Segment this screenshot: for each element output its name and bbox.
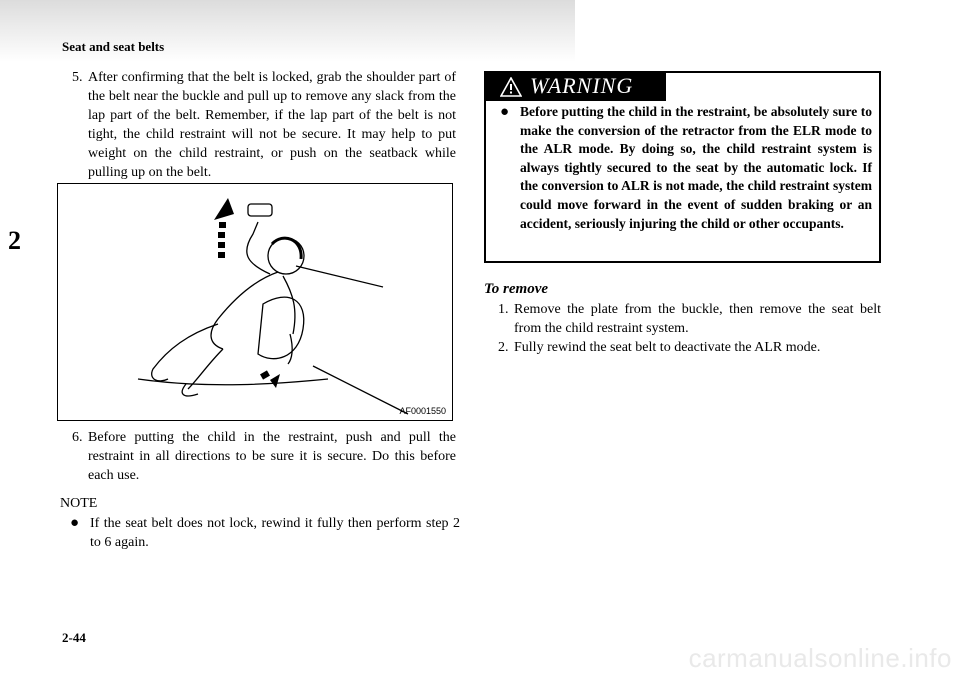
watermark: carmanualsonline.info	[688, 643, 952, 673]
step-5	[72, 68, 456, 182]
step-6-text: Before putting the child in the restraint, push and pull the restraint in all directions to be sure it is secure. Do this before each use.	[88, 430, 456, 483]
remove-step-2	[498, 338, 881, 357]
warning-item	[500, 103, 872, 233]
seat-belt-illustration	[57, 183, 453, 421]
step-6	[72, 428, 456, 485]
warning-text: Before putting the child in the restraint, be absolutely sure to make the conversion of the retractor from the ELR mode to the ALR mode. By doing so, the child restraint system is always tightly secured to the seat by the automatic lock. If the conversion to ALR is not made, the child restraint system could move forward in the event of sudden braking or an accident, seriously injuring the child or other occupants.	[520, 104, 872, 231]
warning-title: WARNING	[530, 73, 634, 98]
page-number: 2-44	[62, 630, 86, 645]
step-6-number: 6.	[72, 430, 83, 445]
section-title: Seat and seat belts	[62, 39, 165, 54]
remove-step-1	[498, 300, 881, 338]
person-tightening-belt-icon	[58, 184, 454, 422]
remove-step-1-text: Remove the plate from the buckle, then remove the seat belt from the child restraint system.	[514, 302, 881, 336]
figure-code: AF0001550	[399, 406, 446, 416]
remove-step-1-number: 1.	[498, 302, 509, 317]
step-5-text: After confirming that the belt is locked, grab the shoulder part of the belt near the buckle and pull up to remove any slack from the lap part of the belt. Remember, if the lap part of the belt is not tight, the child restraint will not be secure. It may help to put weight on the child restraint, or push on the seatback while pulling up on the belt.	[88, 70, 456, 180]
remove-heading: To remove	[484, 281, 549, 297]
note-item	[70, 514, 460, 552]
note-label: NOTE	[60, 496, 98, 511]
note-text: If the seat belt does not lock, rewind it fully then perform step 2 to 6 again.	[90, 516, 460, 550]
bullet-icon: ●	[70, 515, 80, 531]
remove-step-2-number: 2.	[498, 340, 509, 355]
step-5-number: 5.	[72, 70, 83, 85]
bullet-icon: ●	[500, 104, 510, 120]
chapter-number: 2	[8, 226, 21, 255]
warning-triangle-icon	[500, 77, 522, 97]
warning-header	[486, 73, 666, 101]
warning-box	[484, 71, 881, 263]
remove-step-2-text: Fully rewind the seat belt to deactivate the ALR mode.	[514, 340, 821, 355]
